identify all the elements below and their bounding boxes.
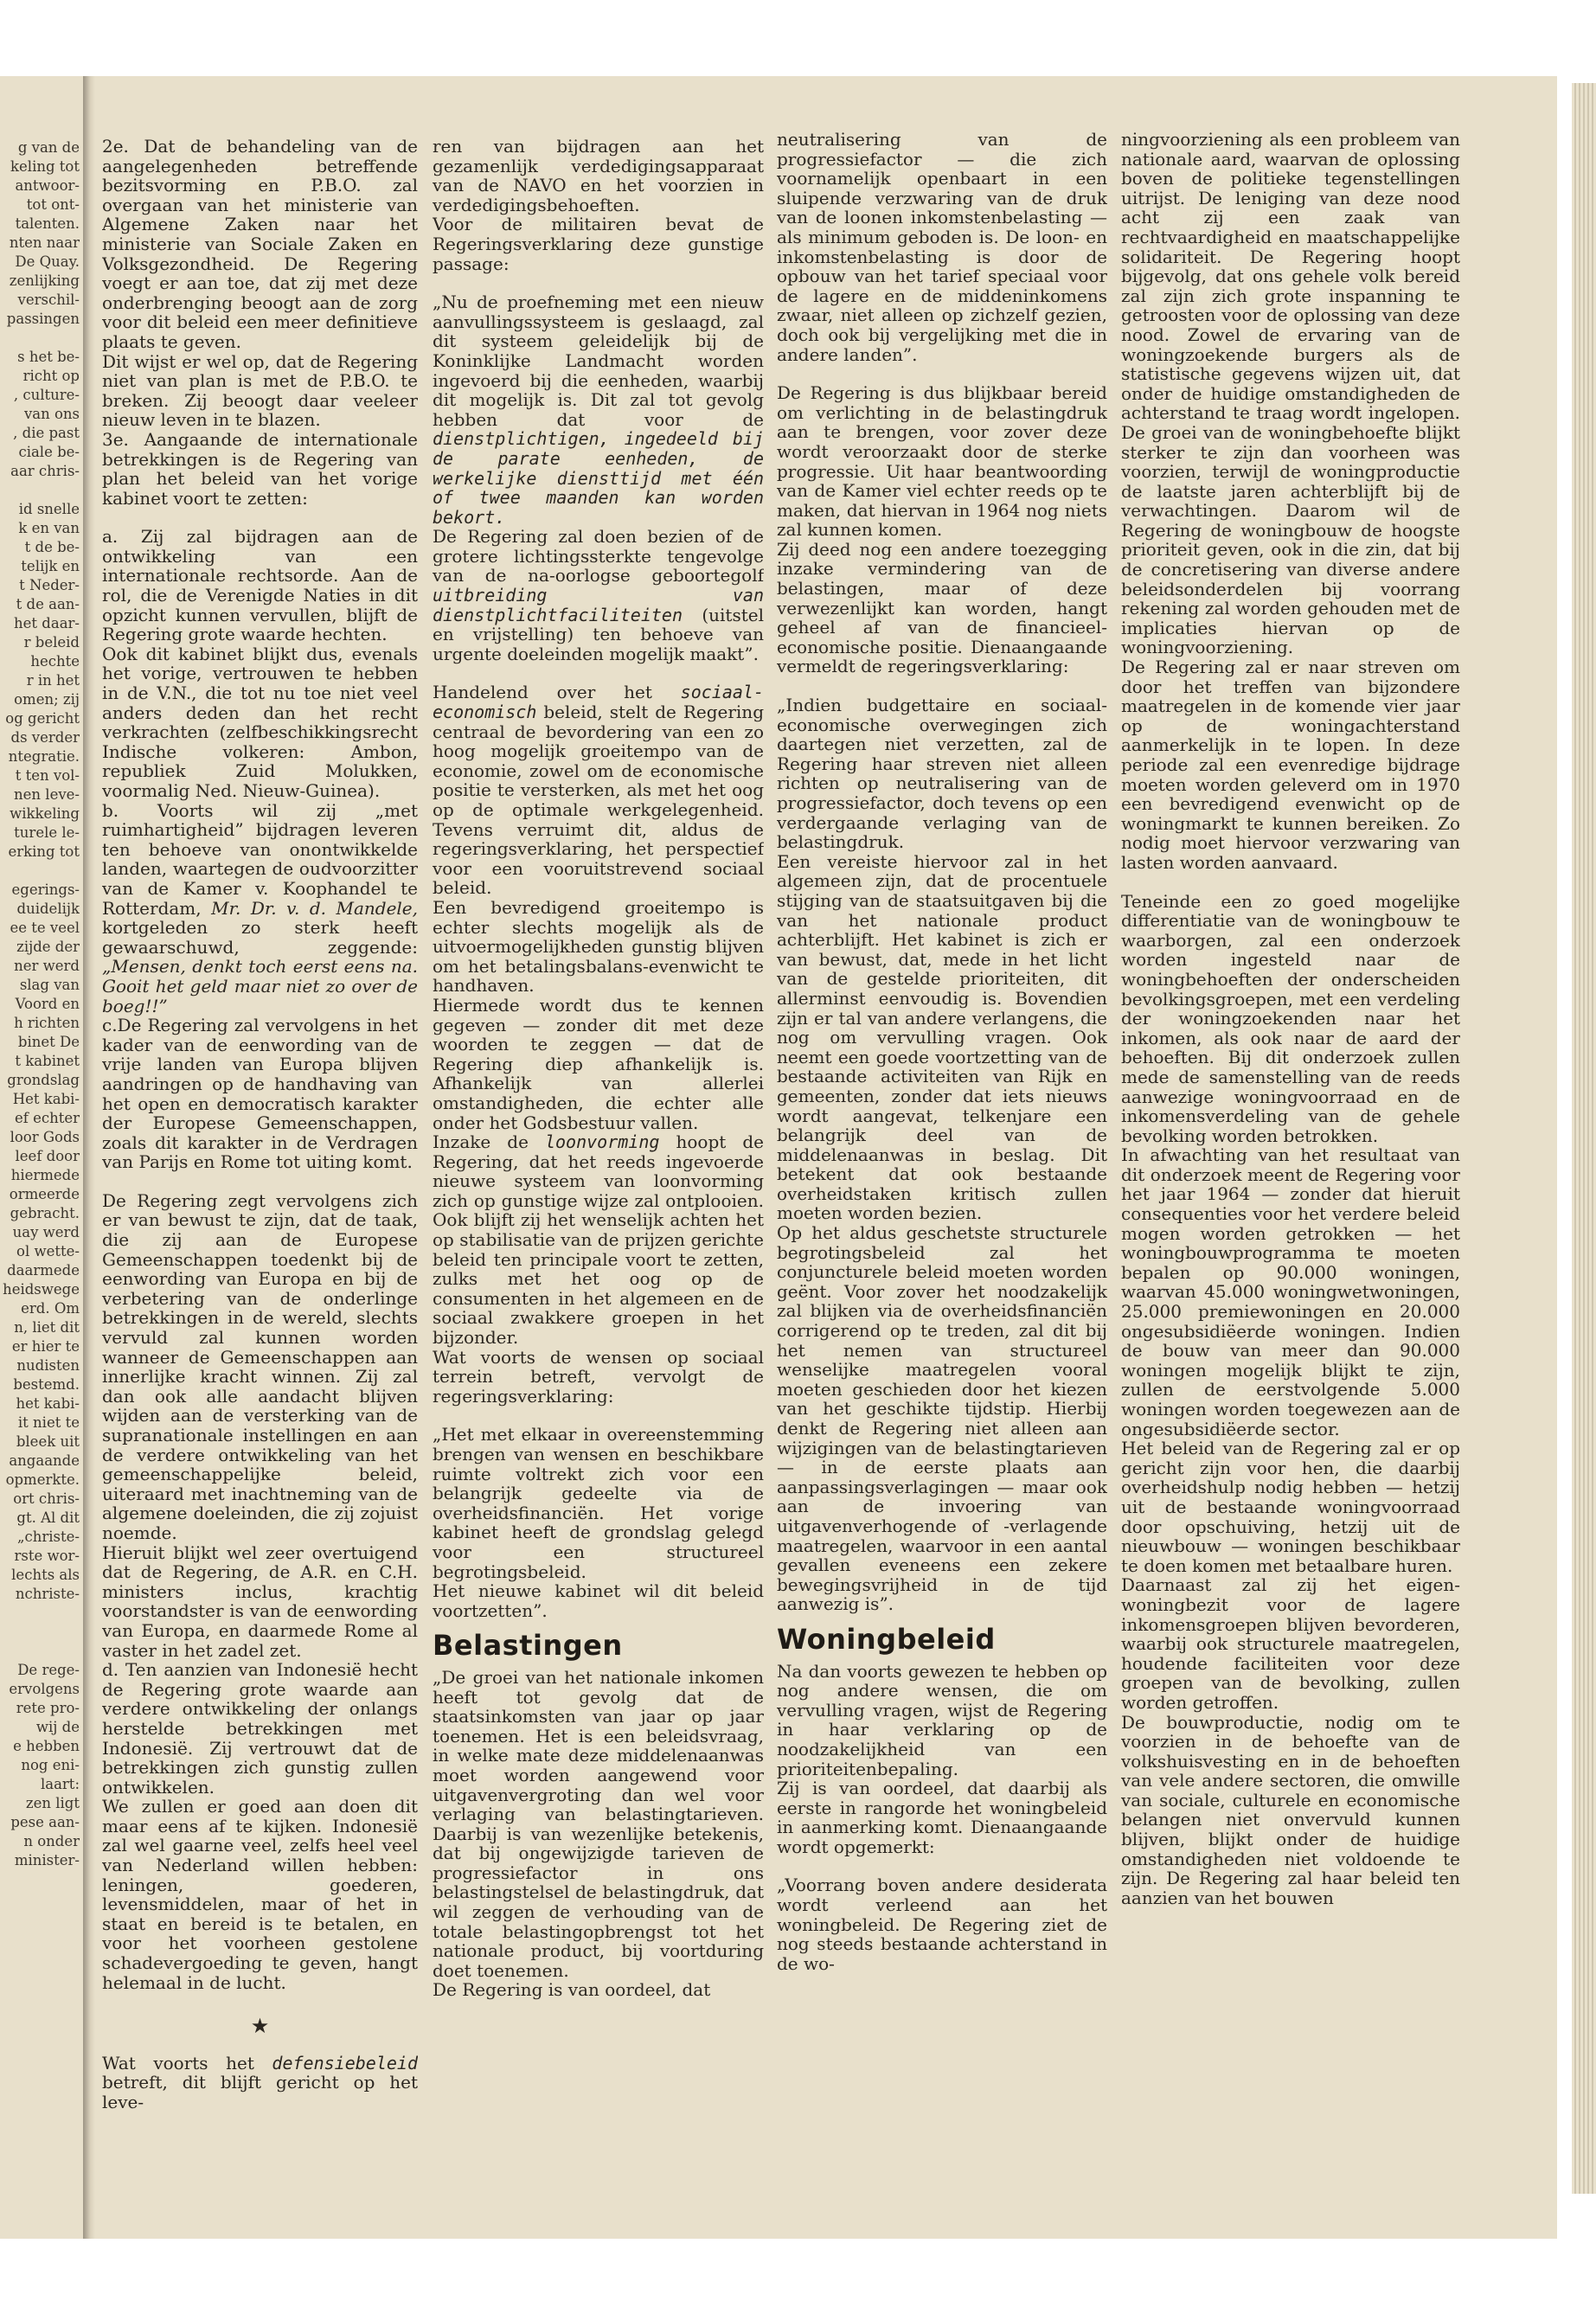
strip-line: duidelijk bbox=[16, 901, 80, 917]
strip-line: antwoor- bbox=[15, 177, 80, 194]
paragraph: De Regering zal er naar streven om door het treffen van bijzondere maatregelen in de komende vier jaar op de woningachterstand aanmerkelijk in te lopen. In deze periode zal een evenredige bijdrage moeten worden geleverd om in 1970 een bevredigend evenwicht op de woningmarkt te kunnen bereiken. Zo nodig moet hiervoor verzwaring van lasten worden aanvaard. bbox=[1121, 657, 1460, 873]
paragraph: Inzake de loonvorming hoopt de Regering, dat het reeds ingevoerde nieuwe systeem van loonvorming zich op gunstige wijze zal ontplooien. Ook blijft zij het wenselijk achten het op stabilisatie van de prijzen gerichte beleid ten principale voort te zetten, zulks met het oog op de consumenten in het algemeen en de sociaal zwakkere groepen in het bijzonder. bbox=[433, 1131, 764, 1349]
paragraph: 3e. Aangaande de internationale betrekkingen is de Regering van plan het beleid van het vorige kabinet voort te zetten: bbox=[102, 428, 418, 509]
strip-line: t de be- bbox=[24, 539, 80, 555]
paragraph: „Nu de proefneming met een nieuw aanvullingssysteem is geslaagd, zal dit systeem geleidelijk bij de Koninklijke Landmacht worden ingevoerd bij die eenheden, waarbij dit mogelijk is. Dit zal tot gevolg hebben dat voor de dienstplichtigen, ingedeeld bij de parate eenheden, de werkelijke diensttijd met één of twee maanden kan worden bekort. bbox=[433, 292, 764, 528]
strip-line: t de aan- bbox=[16, 596, 80, 612]
strip-line: rete pro- bbox=[16, 1700, 80, 1716]
strip-line: Voord en bbox=[15, 996, 80, 1012]
strip-line: laart: bbox=[40, 1776, 80, 1792]
strip-line: bleek uit bbox=[16, 1433, 80, 1450]
strip-line: ciale be- bbox=[18, 444, 80, 460]
strip-line: nudisten bbox=[16, 1357, 80, 1374]
strip-line: minister- bbox=[14, 1852, 80, 1868]
paragraph: 2e. Dat de behandeling van de aangelegenheden betreffende bezitsvorming en P.B.O. zal overgaan van het ministerie van Algemene Zaken naar het ministerie van Sociale Zaken en Volksgezondheid. De Regering voegt er aan toe, dat zij met deze onderbrenging beoogt aan de zorg voor dit beleid een meer definitieve plaats te geven. bbox=[102, 137, 418, 352]
paragraph: ren van bijdragen aan het gezamenlijk verdedigingsapparaat van de NAVO en het voorzien in verdedigingsbehoeften. bbox=[433, 137, 764, 215]
paragraph: neutralisering van de progressiefactor — die zich voornamelijk openbaart in een sluipende verzwaring van de druk van de loonen inkomstenbelasting — als minimum geboden is. De loon- en inkomstenbelasting is door de opbouw van het tarief speciaal voor de lagere en de middeninkomens zwaar, niet alleen op zichzelf gezien, doch ook bij vergelijking met die in andere landen”. bbox=[777, 130, 1107, 365]
strip-line: turele le- bbox=[14, 824, 80, 841]
strip-line: nchriste- bbox=[15, 1586, 80, 1602]
paragraph: Daarnaast zal zij het eigen-woningbezit voor de lagere inkomensgroepen blijven bevorderen, waarbij ook structurele maatregelen, houdende faciliteiten voor deze groepen van de bevolking, zullen worden getroffen. bbox=[1121, 1574, 1460, 1713]
paragraph: Handelend over het sociaal-economisch beleid, stelt de Regering centraal de bevordering van een zo hoog mogelijk groeitempo van de economie, zowel om de economische positie te versterken, als met het oog op de optimale werkgelegenheid. Tevens verruimt dit, aldus de regeringsverklaring, het perspectief voor een vooruitstrevend sociaal beleid. bbox=[433, 682, 764, 899]
strip-line: ol wette- bbox=[16, 1243, 80, 1259]
strip-line: pese aan- bbox=[10, 1814, 80, 1830]
strip-line: nog eni- bbox=[21, 1757, 80, 1773]
paragraph: Zij is van oordeel, dat daarbij als eerste in rangorde het woningbeleid in aanmerking komt. Dienaangaande wordt opgemerkt: bbox=[777, 1778, 1107, 1857]
strip-line: lechts als bbox=[11, 1567, 80, 1583]
strip-line: richt op bbox=[22, 368, 80, 384]
page-stack-edge bbox=[1572, 83, 1596, 2194]
strip-line: , die past bbox=[13, 425, 80, 441]
strip-line: zenlijking bbox=[9, 272, 80, 289]
strip-line: ort chris- bbox=[13, 1490, 80, 1507]
paragraph: „Het met elkaar in overeenstemming brengen van wensen en beschikbare ruimte voltrekt zich voor een belangrijk gedeelte via de overheidsfinanciën. Het vorige kabinet heeft de grondslag gelegd voor een structureel begrotingsbeleid. bbox=[433, 1424, 764, 1582]
strip-line: ervolgens bbox=[9, 1681, 80, 1697]
column-4 bbox=[1121, 130, 1460, 2119]
strip-line: keling tot bbox=[10, 158, 80, 175]
paragraph: Het beleid van de Regering zal er op gericht zijn voor hen, die daarbij overheidshulp nodig hebben — hetzij uit de bestaande woningvoorraad door opschuiving, hetzij uit de nieuwbouw — woningen beschikbaar te doen komen met betaalbare huren. bbox=[1121, 1438, 1460, 1576]
strip-line: omen; zij bbox=[14, 691, 80, 708]
strip-line: loor Gods bbox=[10, 1129, 80, 1145]
strip-line: ormeerde bbox=[9, 1186, 80, 1202]
strip-line: e hebben bbox=[13, 1738, 80, 1754]
strip-line: k en van bbox=[18, 520, 80, 536]
strip-line: og gericht bbox=[5, 710, 80, 727]
section-heading-woningbeleid: Woningbeleid bbox=[777, 1622, 996, 1656]
strip-line: s het be- bbox=[17, 349, 80, 365]
strip-line: rste wor- bbox=[14, 1548, 80, 1564]
paragraph: c.De Regering zal vervolgens in het kader van de eenwording van de vrije landen van Europa blijven aandringen op de handhaving van het open en democratisch karakter der Europese Gemeenschappen, zoals dit karakter in de Verdragen van Parijs en Rome tot uiting komt. bbox=[102, 1015, 418, 1173]
strip-line: ds verder bbox=[10, 729, 80, 746]
paragraph: d. Ten aanzien van Indonesië hecht de Regering grote waarde aan verdere ontwikkeling der onlangs herstelde betrekkingen met Indonesië. Zij vertrouwt dat de betrekkingen zich gunstig zullen ontwikkelen. bbox=[102, 1659, 418, 1798]
strip-line: De Quay. bbox=[15, 253, 80, 270]
paragraph: De Regering zal doen bezien of de grotere lichtingssterkte tengevolge van de na-oorlogse geboortegolf uitbreiding van dienstplichtfaciliteiten (uitstel en vrijstelling) ten behoeve van urgente doeleinden mogelijk maakt”. bbox=[433, 526, 764, 664]
paragraph: Een bevredigend groeitempo is echter slechts mogelijk als de uitvoermogelijkheden gunstig blijven om het betalingsbalans-evenwicht te handhaven. bbox=[433, 896, 764, 997]
strip-line: daarmede bbox=[7, 1262, 80, 1279]
paragraph: Hiermede wordt dus te kennen gegeven — zonder dit met deze woorden te zeggen — dat de Regering diep afhankelijk is. Afhankelijk van allerlei omstandigheden, die echter alle onder het Godsbestuur vallen. bbox=[433, 994, 764, 1133]
strip-line: verschil- bbox=[17, 292, 80, 308]
strip-line: ner werd bbox=[14, 958, 80, 974]
strip-line: wikkeling bbox=[10, 805, 80, 822]
column-1 bbox=[102, 137, 418, 2126]
paragraph: Wat voorts de wensen op sociaal terrein betreft, vervolgt de regeringsverklaring: bbox=[433, 1346, 764, 1407]
strip-line: hechte bbox=[30, 653, 80, 670]
paragraph: Op het aldus geschetste structurele begrotingsbeleid zal het conjuncturele beleid moeten worden geënt. Voor zover het noodzakelijk zal blijken via de overheidsfinanciën corrigerend op te treden, zal dit bij het nemen van structureel wenselijke maatregelen vooral moeten geschieden door het kiezen van het geschikte tijdstip. Hierbij denkt de Regering niet alleen aan wijzigingen van de belastingtarieven — in de eerste plaats aan aanpassingsverlagingen — maar ook aan de invoering van uitgavenverhogende of -verlagende maatregelen, waarvoor in een aantal gevallen eveneens een zekere bewegingsvrijheid in de tijd aanwezig is”. bbox=[777, 1222, 1107, 1615]
strip-line: t kabinet bbox=[15, 1053, 80, 1069]
strip-line: r beleid bbox=[23, 634, 80, 651]
paragraph: De bouwproductie, nodig om te voorzien in de behoefte van de volkshuisvesting en in de behoeften van vele andere sectoren, die omwille van sociale, culturele en economische belangen niet onvervuld kunnen blijven, blijkt onder de huidige omstandigheden niet voldoende te zijn. De Regering zal haar beleid ten aanzien van het bouwen bbox=[1121, 1711, 1460, 1908]
strip-line bbox=[0, 862, 80, 881]
strip-line: zijde der bbox=[16, 939, 80, 955]
column-3 bbox=[777, 130, 1107, 2119]
strip-line bbox=[0, 481, 80, 500]
strip-line: gebracht. bbox=[10, 1205, 80, 1221]
strip-line: ef echter bbox=[14, 1110, 80, 1126]
strip-line: , culture- bbox=[13, 387, 80, 403]
strip-line: grondslag bbox=[7, 1072, 80, 1088]
paragraph: „De groei van het nationale inkomen heeft tot gevolg dat de staatsinkomsten van jaar op jaar toenemen. Het is een beleidsvraag, in welke mate deze middelenaanwas moet worden aangewend voor uitgavenvergroting dan wel voor verlaging van belastingtarieven. Daarbij is van wezenlijke betekenis, dat bij ongewijzigde tarieven de progressiefactor in ons belastingstelsel de belastingdruk, dat wil zeggen de verhouding van de totale belastingopbrengst tot het nationale product, bij voortduring doet toenemen. bbox=[433, 1666, 764, 1981]
strip-line: „christe- bbox=[16, 1529, 80, 1545]
strip-line: uay werd bbox=[12, 1224, 80, 1240]
paragraph: Het nieuwe kabinet wil dit beleid voortzetten”. bbox=[433, 1580, 764, 1621]
strip-line: ee te veel bbox=[10, 920, 80, 936]
strip-line: r in het bbox=[26, 672, 80, 689]
strip-line bbox=[0, 1623, 80, 1642]
strip-line: slag van bbox=[19, 977, 80, 993]
strip-line: tot ont- bbox=[26, 196, 80, 213]
paragraph: Teneinde een zo goed mogelijke differentiatie van de woningbouw te waarborgen, zal een onderzoek worden ingesteld naar de woningbehoeften der onderscheiden bevolkingsgroepen, met een verdeling der woningzoekenden naar het inkomen, als ook naar de aard der behoeften. Bij dit onderzoek zullen mede de samenstelling van de reeds aanwezige woningvoorraad en de inkomensverdeling van de gehele bevolking worden betrokken. bbox=[1121, 890, 1460, 1146]
strip-line: gt. Al dit bbox=[16, 1509, 80, 1526]
strip-line: opmerkte. bbox=[5, 1471, 80, 1488]
strip-line bbox=[0, 329, 80, 348]
strip-line: n onder bbox=[23, 1833, 80, 1849]
strip-line: het daar- bbox=[14, 615, 80, 631]
section-heading-belastingen: Belastingen bbox=[433, 1629, 623, 1663]
paragraph: Na dan voorts gewezen te hebben op nog andere wensen, die om vervulling vragen, wijst de Regering in haar verklaring op de noodzakelijkheid van een prioriteitenbepaling. bbox=[777, 1660, 1107, 1779]
strip-line: wij de bbox=[35, 1719, 80, 1735]
strip-line: erking tot bbox=[8, 843, 80, 860]
previous-page-strip bbox=[0, 138, 80, 2111]
strip-line bbox=[0, 1642, 80, 1661]
paragraph: De Regering is dus blijkbaar bereid om verlichting in de belastingdruk aan te brengen, voor zover deze wordt veroorzaakt door de sterke progressie. Uit haar beantwoording van de Kamer viel echter reeds op te maken, dat hiervan in 1964 nog niets zal kunnen komen. bbox=[777, 382, 1107, 541]
paragraph: Hieruit blijkt wel zeer overtuigend dat de Regering, de A.R. en C.H. ministers inclus, krachtig voorstandster is van de eenwording van Europa, en daarmede Rome al vaster in het zadel zet. bbox=[102, 1541, 418, 1661]
strip-line: passingen bbox=[6, 311, 80, 327]
strip-line bbox=[0, 1604, 80, 1623]
column-2 bbox=[433, 137, 764, 2126]
strip-line: telijk en bbox=[21, 558, 80, 574]
strip-line: binet De bbox=[17, 1034, 80, 1050]
strip-line: aar chris- bbox=[10, 463, 80, 479]
strip-line: t ten vol- bbox=[15, 767, 80, 784]
strip-line: bestemd. bbox=[13, 1376, 80, 1393]
strip-line: ntegratie. bbox=[8, 748, 80, 765]
strip-line: zen ligt bbox=[25, 1795, 80, 1811]
paragraph: „Indien budgettaire en sociaal-economische overwegingen zich daartegen niet verzetten, zal de Regering haar streven niet alleen richten op neutralisering van de progressiefactor, doch tevens op een verdergaande verlaging van de belastingdruk. bbox=[777, 695, 1107, 853]
strip-line: het kabi- bbox=[16, 1395, 80, 1412]
strip-line: id snelle bbox=[18, 501, 80, 517]
paragraph: „Voorrang boven andere desiderata wordt verleend aan het woningbeleid. De Regering ziet de nog steeds bestaande achterstand in de wo- bbox=[777, 1875, 1107, 1974]
strip-line: t Neder- bbox=[19, 577, 80, 593]
strip-line: erd. Om bbox=[21, 1300, 80, 1317]
paragraph: De Regering zegt vervolgens zich er van bewust te zijn, dat de taak, die zij aan de Europese Gemeenschappen toedenkt bij de eenwording van Europa en bij de verbetering van de onderlinge betrekkingen in de wereld, slechts vervuld zal kunnen worden wanneer de Gemeenschappen aan innerlijke kracht winnen. Zij zal dan ook alle aandacht blijven wijden aan de versterking van de supranationale instellingen en aan de verdere ontwikkeling van het gemeenschappelijke beleid, uiteraard met inachtneming van de algemene doeleinden, die zij zojuist noemde. bbox=[102, 1189, 418, 1543]
paragraph: Voor de militairen bevat de Regeringsverklaring deze gunstige passage: bbox=[433, 214, 764, 274]
strip-line: talenten. bbox=[15, 215, 80, 232]
strip-line: h richten bbox=[14, 1015, 80, 1031]
paragraph: b. Voorts wil zij „met ruimhartigheid” bijdragen leveren ten behoeve van onontwikkelde landen, waartegen de oudvoorzitter van de Kamer v. Koophandel te Rotterdam, Mr. Dr. v. d. Mandele, kortgeleden zo sterk heeft gewaarschuwd, zeggende: „Mensen, denkt toch eerst eens na. Gooit het geld maar niet zo over de boeg!!” bbox=[102, 799, 418, 1016]
strip-line: n, liet dit bbox=[14, 1319, 80, 1336]
page-fold bbox=[83, 76, 95, 2239]
paragraph: We zullen er goed aan doen dit maar eens af te kijken. Indonesië zal wel gaarne veel, zelfs heel veel van Nederland willen hebben: leningen, goederen, levensmiddelen, maar of het in staat en bereid is te betalen, en voor het voorheen gestolene schadevergoeding te geven, hangt helemaal in de lucht. bbox=[102, 1796, 418, 1993]
paragraph: ningvoorziening als een probleem van nationale aard, waarvan de oplossing boven de politieke tegenstellingen uitrijst. De leniging van deze nood acht zij een zaak van rechtvaardigheid en maatschappelijke solidariteit. De Regering hoopt bijgevolg, dat ons gehele volk bereid zal zijn zich grote inspanning te getroosten voor de oplossing van deze nood. Zowel de ervaring van de woningzoekende burgers als de statistische gegevens wijzen uit, dat onder de huidige omstandigheden de achterstand te traag wordt ingelopen. De groei van de woningbehoefte blijkt sterker te zijn dan voorheen was voorzien, terwijl de woningproductie de laatste jaren achterblijft bij de verwachtingen. Daarom wil de Regering de woningbouw de hoogste prioriteit geven, ook in die zin, dat bij de concretisering van diverse andere beleidsonderdelen bij voorrang rekening zal worden gehouden met de implicaties hiervan op de woningvoorziening. bbox=[1121, 130, 1460, 658]
strip-line: leef door bbox=[15, 1148, 80, 1164]
strip-line: heidswege bbox=[3, 1281, 80, 1298]
strip-line: van ons bbox=[23, 406, 80, 422]
strip-line: nten naar bbox=[9, 234, 80, 251]
paragraph: In afwachting van het resultaat van dit onderzoek meent de Regering voor het jaar 1964 — zonder dat hieruit consequenties voor het verdere beleid mogen worden getrokken — het woningbouwprogramma te moeten bepalen op 90.000 woningen, waarvan 45.000 woningwetwoningen, 25.000 premiewoningen en 20.000 ongesubsidiëerde woningen. Indien de bouw van meer dan 90.000 woningen mogelijk blijkt te zijn, zullen de eerstvolgende 5.000 woningen worden toegewezen aan de ongesubsidiëerde sector. bbox=[1121, 1144, 1460, 1439]
strip-line: Het kabi- bbox=[12, 1091, 80, 1107]
strip-line: egerings- bbox=[11, 881, 80, 898]
strip-line: er hier te bbox=[11, 1338, 80, 1355]
paragraph: Zij deed nog een andere toezegging inzake vermindering van de belastingen, maar of deze verwezenlijkt kan worden, hangt geheel af van de financieel-economische positie. Dienaangaande vermeldt de regeringsverklaring: bbox=[777, 538, 1107, 677]
paragraph: De Regering is van oordeel, dat bbox=[433, 1979, 711, 2001]
paragraph: Wat voorts het defensiebeleid betreft, dit blijft gericht op het leve- bbox=[102, 2052, 418, 2112]
strip-line: De rege- bbox=[17, 1662, 80, 1678]
strip-line: hiermede bbox=[10, 1167, 80, 1183]
star-separator: ★ bbox=[250, 2014, 270, 2039]
strip-line: nen leve- bbox=[14, 786, 80, 803]
paragraph: Ook dit kabinet blijkt dus, evenals het vorige, vertrouwen te hebben in de V.N., die tot nu toe niet veel anders deden dan het recht verkrachten (zelfbeschikkingsrecht Indische volkeren: Ambon, republiek Zuid Molukken, voormalig Ned. Nieuw-Guinea). bbox=[102, 643, 418, 801]
paragraph: Een vereiste hiervoor zal in het algemeen zijn, dat de procentuele stijging van de staatsuitgaven bij die van het nationale product achterblijft. Het kabinet is zich er van bewust, dat, mede in het licht van de gestelde prioriteiten, dit allerminst eenvoudig is. Bovendien zijn er tal van andere verlangens, die nog om vervulling vragen. Ook neemt een goede voortzetting van de bestaande activiteiten van Rijk en gemeenten, zonder dat iets nieuws wordt aangevat, telkenjare een belangrijk deel van de middelenaanwas in beslag. Dit betekent dat ook bestaande overheidstaken kritisch zullen moeten worden bezien. bbox=[777, 850, 1107, 1224]
strip-line: angaande bbox=[9, 1452, 80, 1469]
strip-line: g van de bbox=[17, 139, 80, 156]
paragraph: Dit wijst er wel op, dat de Regering niet van plan is met de P.B.O. te breken. Zij beoogt daar veeleer nieuw leven in te blazen. bbox=[102, 350, 418, 431]
strip-line: it niet te bbox=[17, 1414, 80, 1431]
paragraph: a. Zij zal bijdragen aan de ontwikkeling van een internationale rechtsorde. Aan de rol, die de Verenigde Naties in dit opzicht kunnen vervullen, blijft de Regering grote waarde hechten. bbox=[102, 526, 418, 645]
